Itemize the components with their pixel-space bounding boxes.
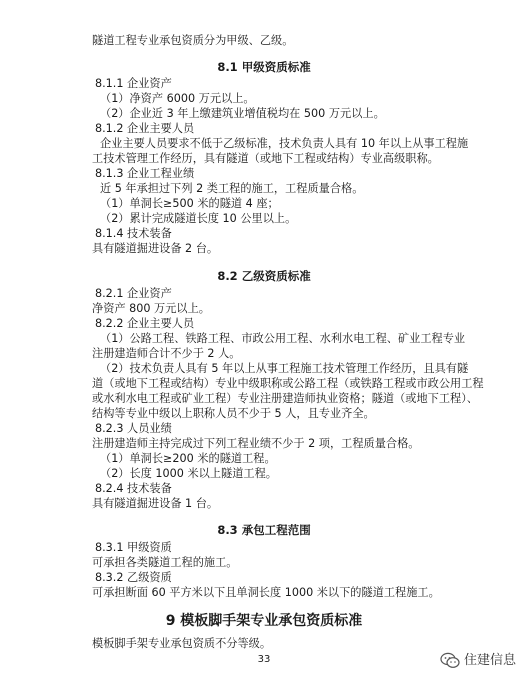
text-line: （2）长度 1000 米以上隧道工程。 (100, 467, 277, 480)
watermark-text: 住建信息 (463, 652, 516, 668)
clause-8-2-2: 8.2.2 企业主要人员 (95, 317, 195, 330)
text-line: 道（或地下工程或结构）专业中级职称或公路工程（或铁路工程或市政公用工程 (92, 377, 484, 390)
text-line: 工技术管理工作经历，具有隧道（或地下工程或结构）专业高级职称。 (92, 152, 439, 165)
text-line: （1）公路工程、铁路工程、市政公用工程、水利水电工程、矿业工程专业 (100, 332, 466, 345)
text-line: （1）单洞长≥500 米的隧道 4 座； (100, 197, 279, 210)
text-line: （2）累计完成隧道长度 10 公里以上。 (100, 212, 297, 225)
watermark (440, 652, 516, 669)
text-line: 具有隧道掘进设备 1 台。 (92, 497, 219, 510)
clause-8-1-1: 8.1.1 企业资产 (95, 77, 172, 90)
clause-8-3-2: 8.3.2 乙级资质 (95, 571, 172, 584)
text-line: 注册建造师主持完成过下列工程业绩不少于 2 项，工程质量合格。 (92, 437, 420, 450)
text-line: 可承担断面 60 平方米以下且单洞长度 1000 米以下的隧道工程施工。 (92, 586, 440, 599)
text-line: （1）净资产 6000 万元以上。 (100, 92, 255, 105)
clause-8-1-3: 8.1.3 企业工程业绩 (95, 167, 195, 180)
clause-8-3-1: 8.3.1 甲级资质 (95, 541, 172, 554)
text-line: 具有隧道掘进设备 2 台。 (92, 242, 219, 255)
text-line: 可承担各类隧道工程的施工。 (92, 556, 238, 569)
text-line: 企业主要人员要求不低于乙级标准，技术负责人具有 10 年以上从事工程施 (100, 137, 469, 150)
clause-8-2-4: 8.2.4 技术装备 (95, 482, 172, 495)
text-line: 结构等专业中级以上职称人员不少于 5 人，且专业齐全。 (92, 407, 375, 420)
page-number: 33 (257, 654, 271, 665)
section-8-3-title: 8.3 承包工程范围 (217, 523, 311, 537)
clause-8-2-3: 8.2.3 人员业绩 (95, 422, 172, 435)
text-line: 模板脚手架专业承包资质不分等级。 (92, 637, 272, 650)
intro-text: 隧道工程专业承包资质分为甲级、乙级。 (92, 34, 294, 47)
text-line: （2）企业近 3 年上缴建筑业增值税均在 500 万元以上。 (100, 107, 385, 120)
text-line: （2）技术负责人具有 5 年以上从事工程施工技术管理工作经历，且具有隧 (100, 362, 469, 375)
wechat-icon (440, 652, 460, 669)
clause-8-1-4: 8.1.4 技术装备 (95, 227, 172, 240)
section-8-2-title: 8.2 乙级资质标准 (217, 269, 311, 283)
text-line: 或水利水电工程或矿业工程）专业注册建造师执业资格；隧道（或地下工程）、 (92, 392, 478, 405)
text-line: （1）单洞长≥200 米的隧道工程。 (100, 452, 276, 465)
section-9-title: 9 模板脚手架专业承包资质标准 (165, 613, 363, 629)
clause-8-1-2: 8.1.2 企业主要人员 (95, 122, 195, 135)
clause-8-2-1: 8.2.1 企业资产 (95, 287, 172, 300)
text-line: 注册建造师合计不少于 2 人。 (92, 347, 241, 360)
text-line: 近 5 年承担过下列 2 类工程的施工，工程质量合格。 (100, 182, 364, 195)
text-line: 净资产 800 万元以上。 (92, 302, 210, 315)
section-8-1-title: 8.1 甲级资质标准 (217, 60, 311, 74)
